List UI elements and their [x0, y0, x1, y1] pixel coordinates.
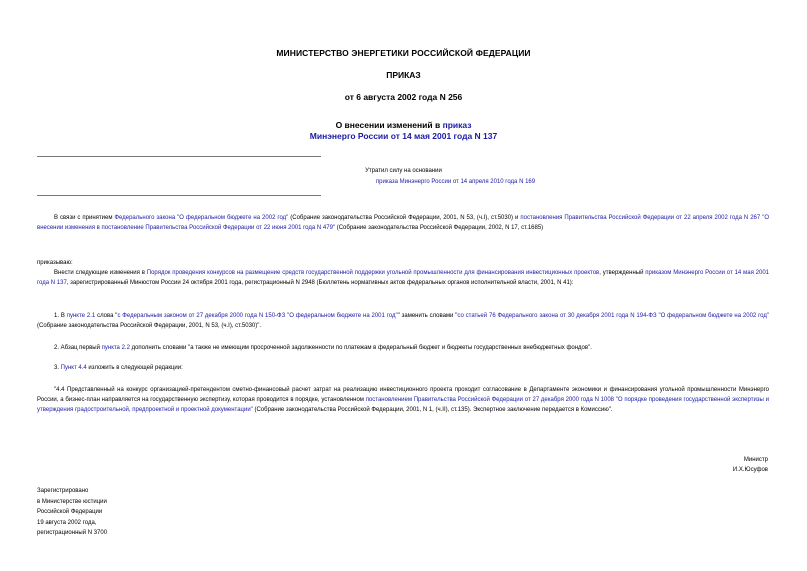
- registration-line: Российской Федерации: [37, 509, 103, 515]
- item3-text-2: изложить в следующей редакции:: [86, 365, 183, 371]
- item1-link-clause[interactable]: пункте 2.1: [66, 313, 96, 319]
- item1-text-1: 1. В: [54, 313, 67, 319]
- preamble-text-2: (Собрание законодательства Российской Федерации, 2001, N 53, (ч.I), ст.5030) и: [288, 215, 521, 221]
- preamble-text-1: В связи с принятием: [54, 215, 115, 221]
- item1-link-old-law[interactable]: с Федеральным законом от 27 декабря 2000 года N 150-ФЗ "О федеральном бюджете на 2001 год": [117, 313, 398, 319]
- doc-subject: [0, 120, 807, 142]
- intro-text-1: Внести следующие изменения в: [54, 270, 147, 276]
- registration-block: [37, 486, 237, 539]
- preamble-text-3: (Собрание законодательства Российской Федерации, 2002, N 17, ст.1685): [335, 225, 544, 232]
- item1-text-4: (Собрание законодательства Российской Федерации, 2001, N 53, (ч.I), ст.5030)".: [37, 323, 262, 330]
- item-2-paragraph: [37, 343, 769, 353]
- registration-line: регистрационный N 3700: [37, 530, 108, 536]
- item-1-paragraph: [37, 311, 769, 331]
- repeal-note-link[interactable]: приказа Минэнерго России от 14 апреля 2010 года N 169: [375, 179, 536, 185]
- quote-link-decree[interactable]: постановлением Правительства Российской Федерации от 27 декабря 2000 года N 1008 "О порядке проведения государственной экспертизы и утверждения градостроительной, предпроектной и проектной документации": [37, 397, 769, 414]
- order-word: приказываю:: [37, 260, 73, 266]
- doc-type-title: ПРИКАЗ: [386, 70, 421, 80]
- repeal-note-text: Утратил силу на основании: [365, 168, 442, 174]
- quote-paragraph: [37, 385, 769, 416]
- item2-text-2: дополнить словами "а также не имеющим просроченной задолженности по платежам в федеральный бюджет и бюджеты государственных внебюджетных фондов".: [129, 345, 592, 351]
- preamble-paragraph: [37, 213, 769, 233]
- registration-line: в Министерстве юстиции: [37, 498, 107, 505]
- subject-link-order[interactable]: приказ: [442, 120, 472, 130]
- registration-line: 19 августа 2002 года,: [37, 519, 97, 526]
- ministry-title: МИНИСТЕРСТВО ЭНЕРГЕТИКИ РОССИЙСКОЙ ФЕДЕРАЦИИ: [276, 48, 531, 58]
- subject-link-order-detail[interactable]: Минэнерго России от 14 мая 2001 года N 137: [309, 131, 498, 141]
- quote-text-2: (Собрание законодательства Российской Федерации, 2001, N 1, (ч.II), ст.135). Экспертное заключение передается в Комиссию".: [252, 407, 613, 414]
- repeal-note: [0, 166, 807, 188]
- signature-title: Министр: [743, 457, 768, 463]
- signature-block: [600, 455, 768, 475]
- quote-text-1: "4.4 Представленный на конкурс организацией-претендентом сметно-финансовый расчет затрат на реализацию инвестиционного проекта проходит согласование в Департаменте экономики и финансирования угольной промышленности Минэнерго России, а бизнес-план направляется на государственную экспертизу, которая проводится в порядке, установленном: [37, 387, 769, 404]
- item3-text-1: 3.: [54, 365, 61, 371]
- intro-text-3: , зарегистрированный Минюстом России 24 октября 2001 года, регистрационный N 2948 (Бюллетень нормативных актов федеральных органов исполнительной власти, 2001, N 41):: [66, 280, 574, 287]
- subject-prefix: О внесении изменений в: [335, 120, 443, 130]
- divider-top: [37, 156, 321, 157]
- intro-paragraph: [37, 268, 769, 288]
- intro-text-2: , утвержденный: [599, 270, 646, 276]
- registration-line: Зарегистрировано: [37, 488, 89, 494]
- item1-text-2: слова ": [95, 313, 118, 319]
- preamble-link-decree[interactable]: постановления Правительства Российской Федерации от 22 апреля 2002 года N 267 "О внесении изменения в постановление Правительства Российской Федерации от 22 июня 2001 года N 479": [37, 215, 769, 232]
- signature-name: И.Х.Юсуфов: [732, 467, 768, 473]
- item2-link-clause[interactable]: пункта 2.2: [101, 345, 130, 351]
- intro-link-procedure[interactable]: Порядок проведения конкурсов на размещение средств государственной поддержки угольной промышленности для финансирования инвестиционных проектов: [146, 270, 600, 276]
- item2-text-1: 2. Абзац первый: [54, 345, 102, 351]
- divider-bottom: [37, 195, 321, 196]
- item-3-paragraph: [37, 363, 769, 373]
- intro-link-order[interactable]: приказом Минэнерго России от 14 мая 2001 года N 137: [37, 270, 770, 287]
- item1-text-3: " заменить словами ": [397, 313, 458, 319]
- item1-link-new-law[interactable]: со статьей 76 Федерального закона от 30 декабря 2001 года N 194-ФЗ "О федеральном бюджете на 2002 год": [457, 313, 770, 319]
- doc-date-number: от 6 августа 2002 года N 256: [344, 92, 463, 102]
- preamble-link-law[interactable]: Федерального закона "О федеральном бюджете на 2002 год": [114, 215, 289, 221]
- item3-link-clause[interactable]: Пункт 4.4: [60, 365, 87, 371]
